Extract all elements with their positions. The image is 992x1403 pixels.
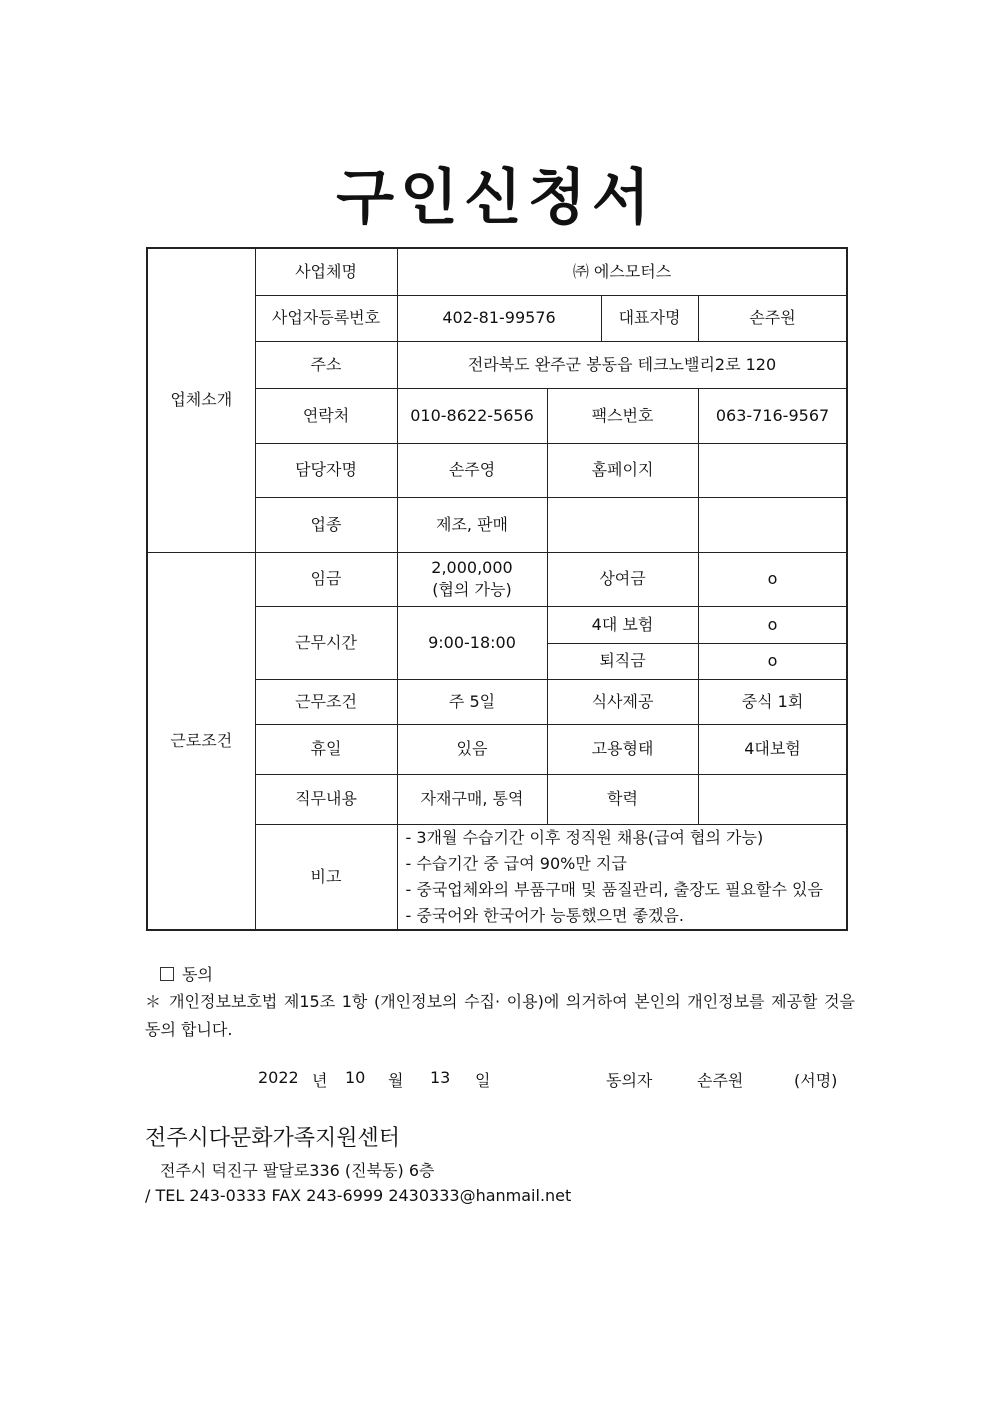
remarks-cell (397, 824, 847, 930)
section-conditions: 근로조건 (147, 552, 255, 930)
phone-value: 010-8622-5656 (397, 388, 547, 443)
checkbox-icon[interactable] (160, 967, 174, 981)
center-contact: / TEL 243-0333 FAX 243-6999 2430333@hanmail.net (145, 1186, 572, 1205)
ceo-label: 대표자명 (601, 295, 698, 341)
regno-label: 사업자등록번호 (255, 295, 397, 341)
meal-label: 식사제공 (547, 679, 698, 724)
duty-value: 자재구매, 통역 (397, 774, 547, 824)
hours-value: 9:00-18:00 (397, 606, 547, 679)
fax-value: 063-716-9567 (698, 388, 847, 443)
homepage-value (698, 443, 847, 497)
wage-label: 임금 (255, 552, 397, 606)
address-value: 전라북도 완주군 봉동읍 테크노밸리2로 120 (397, 341, 847, 388)
remark-line: - 중국업체와의 부품구매 및 품질관리, 출장도 필요할수 있음 (405, 879, 823, 899)
duty-label: 직무내용 (255, 774, 397, 824)
meal-value: 중식 1회 (698, 679, 847, 724)
industry-value: 제조, 판매 (397, 497, 547, 552)
insurance-label: 4대 보험 (547, 606, 698, 643)
consent-text: ＊ 개인정보보호법 제15조 1항 (개인정보의 수집· 이용)에 의거하여 본인의 개인정보를 제공할 것을 동의 합니다. (145, 992, 855, 1039)
wage-value (397, 552, 547, 606)
bonus-label: 상여금 (547, 552, 698, 606)
education-value (698, 774, 847, 824)
education-label: 학력 (547, 774, 698, 824)
insurance-value: o (698, 606, 847, 643)
address-label: 주소 (255, 341, 397, 388)
manager-value: 손주영 (397, 443, 547, 497)
employment-label: 고용형태 (547, 724, 698, 774)
consent-checkbox-label: 동의 (182, 965, 213, 984)
date-month-unit: 월 (388, 1071, 404, 1090)
remark-line: - 3개월 수습기간 이후 정직원 채용(급여 협의 가능) (405, 827, 764, 847)
holiday-label: 휴일 (255, 724, 397, 774)
job-application-table (146, 247, 848, 931)
section-remarks: 비고 (255, 824, 397, 930)
document-title: 구인신청서 (336, 163, 656, 233)
ceo-value: 손주원 (698, 295, 847, 341)
company-name-value: ㈜ 에스모터스 (397, 248, 847, 295)
regno-value: 402-81-99576 (397, 295, 601, 341)
remark-line: - 중국어와 한국어가 능통했으면 좋겠음. (405, 905, 684, 925)
consent-checkbox-row[interactable] (160, 962, 870, 985)
signer-name: 손주원 (697, 1071, 744, 1090)
center-address: 전주시 덕진구 팔달로336 (진북동) 6층 (160, 1161, 435, 1180)
date-day: 13 (430, 1068, 451, 1087)
section-company: 업체소개 (147, 248, 255, 552)
bonus-value: o (698, 552, 847, 606)
employment-value: 4대보험 (698, 724, 847, 774)
severance-value: o (698, 643, 847, 679)
wage-note: (협의 가능) (432, 580, 512, 599)
date-month: 10 (345, 1068, 366, 1087)
workdays-label: 근무조건 (255, 679, 397, 724)
homepage-label: 홈페이지 (547, 443, 698, 497)
empty-cell (547, 497, 698, 552)
workdays-value: 주 5일 (397, 679, 547, 724)
wage-amount: 2,000,000 (431, 558, 513, 577)
industry-label: 업종 (255, 497, 397, 552)
center-name: 전주시다문화가족지원센터 (145, 1126, 401, 1151)
hours-label: 근무시간 (255, 606, 397, 679)
phone-label: 연락처 (255, 388, 397, 443)
date-year-unit: 년 (312, 1071, 328, 1090)
fax-label: 팩스번호 (547, 388, 698, 443)
company-name-label: 사업체명 (255, 248, 397, 295)
severance-label: 퇴직금 (547, 643, 698, 679)
remark-line: - 수습기간 중 급여 90%만 지급 (405, 853, 627, 873)
sign-label: (서명) (794, 1071, 838, 1090)
empty-cell (698, 497, 847, 552)
manager-label: 담당자명 (255, 443, 397, 497)
signer-label: 동의자 (606, 1071, 653, 1090)
holiday-value: 있음 (397, 724, 547, 774)
date-day-unit: 일 (475, 1071, 491, 1090)
date-year: 2022 (258, 1068, 299, 1087)
